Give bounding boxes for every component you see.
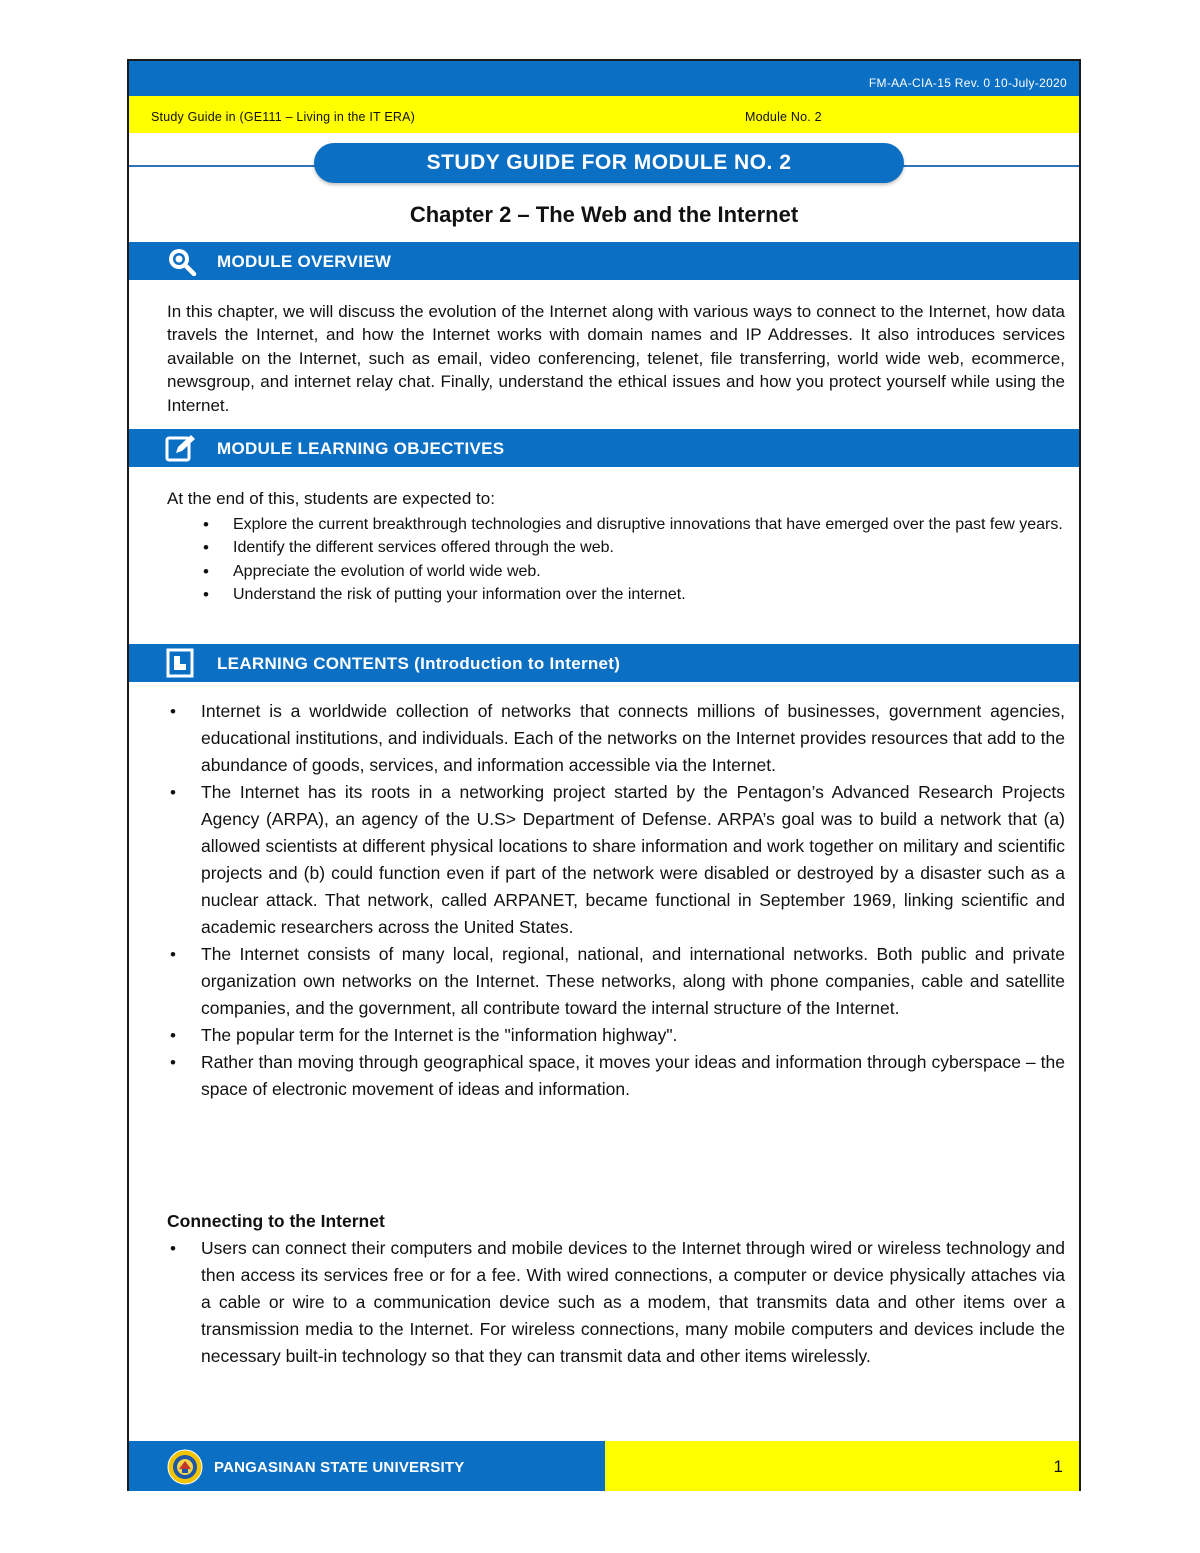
list-item: • The popular term for the Internet is the "information highway". <box>167 1022 1065 1049</box>
list-item: • Internet is a worldwide collection of networks that connects millions of businesses, government agencies, educational institutions, and individuals. Each of the networks on the Internet provides resources that add to the abundance of goods, services, and information accessible via the Internet. <box>167 698 1065 779</box>
course-title: Study Guide in (GE111 – Living in the IT ERA) <box>151 110 415 124</box>
form-code-bar <box>129 61 1079 98</box>
footer-page-bar <box>605 1441 1079 1491</box>
learning-contents-header <box>129 644 1079 682</box>
list-item: • Understand the risk of putting your information over the internet. <box>203 583 1065 606</box>
list-item: • Appreciate the evolution of world wide web. <box>203 560 1065 583</box>
learning-contents-heading: LEARNING CONTENTS (Introduction to Internet) <box>217 654 621 673</box>
chapter-title: Chapter 2 – The Web and the Internet <box>409 202 799 227</box>
list-item: • Rather than moving through geographical space, it moves your ideas and information through cyberspace – the space of electronic movement of ideas and information. <box>167 1049 1065 1103</box>
connecting-subheading: Connecting to the Internet <box>167 1211 385 1231</box>
magnifier-icon <box>165 246 197 276</box>
module-number: Module No. 2 <box>745 110 822 124</box>
page-frame <box>127 59 1081 1491</box>
list-item: • The Internet consists of many local, regional, national, and international networks. Both public and private organization own networks on the Internet. These networks, along with phone companies, cable and satellite companies, and the government, all contribute toward the internal structure of the Internet. <box>167 941 1065 1022</box>
objectives-list <box>203 513 1065 606</box>
study-guide-banner: STUDY GUIDE FOR MODULE NO. 2 <box>314 143 904 183</box>
header-bar <box>129 96 1079 133</box>
learning-objectives-heading: MODULE LEARNING OBJECTIVES <box>217 439 505 458</box>
list-item: • Users can connect their computers and mobile devices to the Internet through wired or wireless technology and then access its services free or for a fee. With wired connections, a computer or device physically attaches via a cable or wire to a communication device such as a modem, that transmits data and other items over a transmission media to the Internet. For wireless connections, many mobile computers and devices include the necessary built-in technology so that they can transmit data and other items wirelessly. <box>167 1235 1065 1370</box>
module-overview-header <box>129 242 1079 280</box>
objectives-intro: At the end of this, students are expected to: <box>167 489 495 508</box>
list-item: • Identify the different services offered through the web. <box>203 536 1065 559</box>
connecting-list <box>167 1235 1065 1370</box>
learning-objectives-header <box>129 429 1079 467</box>
module-overview-heading: MODULE OVERVIEW <box>217 252 392 271</box>
contents-list <box>167 698 1065 1103</box>
form-code: FM-AA-CIA-15 Rev. 0 10-July-2020 <box>868 76 1067 90</box>
footer-university-bar <box>129 1441 605 1491</box>
university-seal-icon <box>167 1449 203 1485</box>
book-icon <box>165 648 197 678</box>
page-number: 1 <box>1053 1457 1063 1476</box>
edit-icon <box>165 433 197 463</box>
university-name: PANGASINAN STATE UNIVERSITY <box>214 1459 465 1476</box>
list-item: • Explore the current breakthrough technologies and disruptive innovations that have emerged over the past few years. <box>203 513 1065 536</box>
overview-text: In this chapter, we will discuss the evolution of the Internet along with various ways to connect to the Internet, how data travels the Internet, and how the Internet works with domain names and IP Addresses. It also introduces services available on the Internet, such as email, video conferencing, telenet, file transferring, world wide web, ecommerce, newsgroup, and internet relay chat. Finally, understand the ethical issues and how you protect yourself while using the Internet. <box>167 302 1065 415</box>
list-item: • The Internet has its roots in a networking project started by the Pentagon’s Advanced Research Projects Agency (ARPA), an agency of the U.S> Department of Defense. ARPA’s goal was to build a network that (a) allowed scientists at different physical locations to share information and work together on military and scientific projects and (b) could function even if part of the network were disabled or destroyed by a disaster such as a nuclear attack. That network, called ARPANET, became functional in September 1969, linking scientific and academic researchers across the United States. <box>167 779 1065 941</box>
